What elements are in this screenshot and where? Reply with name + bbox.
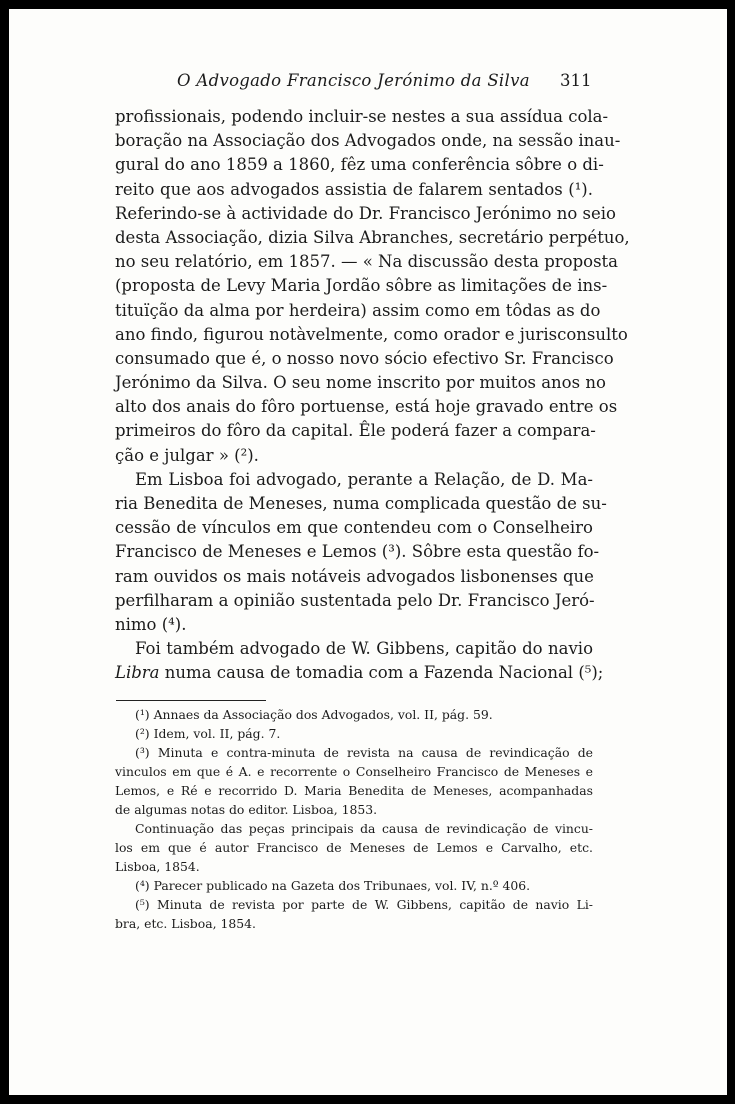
footnote-line: (³) Minuta e contra-minuta de revista na causa de revindicação de <box>135 745 593 760</box>
page-number: 311 <box>560 71 592 90</box>
footnote-line: (⁵) Minuta de revista por parte de W. Gibbens, capitão de navio Li- <box>135 897 593 912</box>
body-line: ria Benedita de Meneses, numa complicada questão de su- <box>115 494 607 513</box>
footnote-line: vinculos em que é A. e recorrente o Conselheiro Francisco de Meneses e <box>115 764 593 779</box>
body-line: boração na Associação dos Advogados onde, na sessão inau- <box>115 131 621 151</box>
body-line: consumado que é, o nosso novo sócio efectivo Sr. Francisco <box>115 348 614 368</box>
body-line-rest: numa causa de tomadia com a Fazenda Nacional (⁵); <box>164 663 604 683</box>
running-title: O Advogado Francisco Jerónimo da Silva <box>177 71 530 90</box>
body-line: desta Associação, dizia Silva Abranches, secretário perpétuo, <box>115 227 630 247</box>
footnote-divider <box>116 700 266 701</box>
body-line <box>115 661 604 685</box>
footnote-line: Continuação das peças principais da causa de revindicação de vincu- <box>135 821 593 836</box>
book-page <box>9 9 727 1095</box>
footnote-line: (²) Idem, vol. II, pág. 7. <box>135 726 281 741</box>
body-line: primeiros do fôro da capital. Êle poderá fazer a compara- <box>115 421 596 441</box>
body-line: (proposta de Levy Maria Jordão sôbre as limitações de ins- <box>115 276 608 296</box>
body-line: Foi também advogado de W. Gibbens, capitão do navio <box>135 639 593 659</box>
body-line: ram ouvidos os mais notáveis advogados lisbonenses que <box>115 566 594 586</box>
footnote-line: (⁴) Parecer publicado na Gazeta dos Tribunaes, vol. IV, n.º 406. <box>135 878 531 893</box>
body-line: nimo (⁴). <box>115 614 187 634</box>
footnotes <box>115 705 593 933</box>
body-line: alto dos anais do fôro portuense, está hoje gravado entre os <box>115 397 618 417</box>
body-line: Francisco de Meneses e Lemos (³). Sôbre esta questão fo- <box>115 542 600 562</box>
footnote-line: (¹) Annaes da Associação dos Advogados, vol. II, pág. 59. <box>135 707 493 722</box>
body-line: tituïção da alma por herdeira) assim como em tôdas as do <box>115 300 601 320</box>
footnote-line: los em que é autor Francisco de Meneses de Lemos e Carvalho, etc. <box>115 840 593 855</box>
body-line: gural do ano 1859 a 1860, fêz uma conferência sôbre o di- <box>115 155 604 175</box>
body-line: profissionais, podendo incluir-se nestes a sua assídua cola- <box>115 107 609 126</box>
footnote-line: Lemos, e Ré e recorrido D. Maria Benedita de Meneses, acompanhadas <box>115 783 593 798</box>
body-line: cessão de vínculos em que contendeu com o Conselheiro <box>115 518 593 538</box>
ship-name: Libra <box>115 663 160 683</box>
body-line: ano findo, figurou notàvelmente, como orador e jurisconsulto <box>115 324 628 344</box>
body-line: Jerónimo da Silva. O seu nome inscrito por muitos anos no <box>115 373 606 393</box>
body-line: ção e julgar » (²). <box>115 445 259 465</box>
body-line: perfilharam a opinião sustentada pelo Dr. Francisco Jeró- <box>115 590 595 610</box>
footnote-line: bra, etc. Lisboa, 1854. <box>115 916 256 931</box>
body-line: Referindo-se à actividade do Dr. Francisco Jerónimo no seio <box>115 203 616 223</box>
footnote-line: Lisboa, 1854. <box>115 859 200 874</box>
body-line: Em Lisboa foi advogado, perante a Relação, de D. Ma- <box>135 469 593 489</box>
body-text <box>115 105 630 686</box>
body-line: reito que aos advogados assistia de falarem sentados (¹). <box>115 179 593 199</box>
footnote-line: de algumas notas do editor. Lisboa, 1853. <box>115 802 378 817</box>
body-line: no seu relatório, em 1857. — « Na discussão desta proposta <box>115 252 619 272</box>
